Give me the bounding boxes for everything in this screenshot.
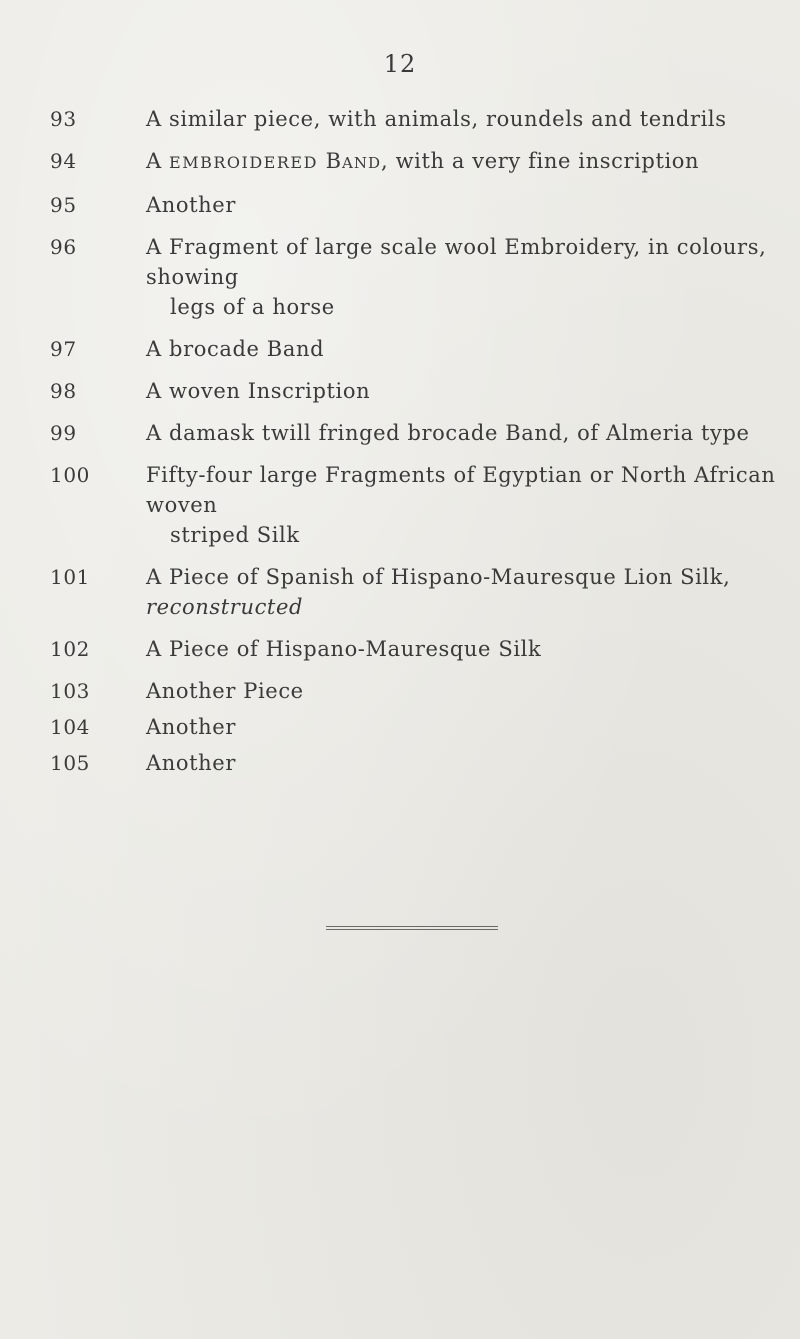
- catalogue-entry: [50, 460, 790, 550]
- catalogue-entry: [50, 712, 790, 742]
- entry-number: 93: [50, 107, 77, 131]
- entry-text: Another: [146, 715, 236, 739]
- entry-text: A Piece of Hispano-Mauresque Silk: [146, 637, 542, 661]
- entry-number: 99: [50, 421, 77, 445]
- entry-number: 101: [50, 565, 90, 589]
- catalogue-entry: [50, 418, 790, 448]
- entry-number: 97: [50, 337, 77, 361]
- end-rule: [326, 926, 498, 927]
- catalogue-entry: [50, 676, 790, 706]
- entry-text-suffix: , with a very fine inscription: [381, 149, 700, 173]
- catalogue-entry: [50, 232, 790, 322]
- entry-text: Another Piece: [146, 679, 304, 703]
- entry-text-prefix: A: [146, 149, 170, 173]
- catalogue-entry: [50, 104, 790, 134]
- catalogue-entry: [50, 146, 790, 178]
- entry-text: A damask twill fringed brocade Band, of Almeria type: [146, 421, 750, 445]
- entry-number: 95: [50, 193, 77, 217]
- entry-number: 98: [50, 379, 77, 403]
- entry-text-prefix: A Piece of Spanish of Hispano-Mauresque Lion Silk,: [146, 565, 731, 589]
- page-number: 12: [383, 50, 417, 78]
- entry-number: 104: [50, 715, 90, 739]
- catalogue-entry: [50, 190, 790, 220]
- entry-number: 103: [50, 679, 90, 703]
- entry-text-smallcaps: Band: [317, 149, 382, 173]
- entry-text: Another: [146, 751, 236, 775]
- catalogue-entry: [50, 562, 790, 622]
- entry-text: A woven Inscription: [146, 379, 371, 403]
- entry-text-continuation: legs of a horse: [170, 295, 335, 319]
- entry-text-italic: reconstructed: [146, 595, 304, 619]
- entry-number: 105: [50, 751, 90, 775]
- entry-text: A similar piece, with animals, roundels and tendrils: [146, 107, 727, 131]
- entry-text: Another: [146, 193, 236, 217]
- catalogue-entry: [50, 634, 790, 664]
- end-rule: [326, 929, 498, 930]
- entry-number: 94: [50, 149, 77, 173]
- entry-text: A brocade Band: [146, 337, 325, 361]
- entry-number: 102: [50, 637, 90, 661]
- catalogue-entries: [50, 104, 790, 778]
- entry-number: 96: [50, 235, 77, 259]
- entry-text: [146, 562, 790, 622]
- entry-text-continuation: striped Silk: [170, 523, 300, 547]
- catalogue-entry: [50, 376, 790, 406]
- catalogue-entry: [50, 334, 790, 364]
- entry-text: Fifty-four large Fragments of Egyptian or North African woven: [146, 463, 776, 517]
- entry-number: 100: [50, 463, 90, 487]
- entry-text: A Fragment of large scale wool Embroidery, in colours, showing: [146, 235, 767, 289]
- catalogue-entry: [50, 748, 790, 778]
- entry-text-smallcaps-upper: EMBROIDERED: [169, 153, 318, 172]
- entry-text: [146, 146, 790, 178]
